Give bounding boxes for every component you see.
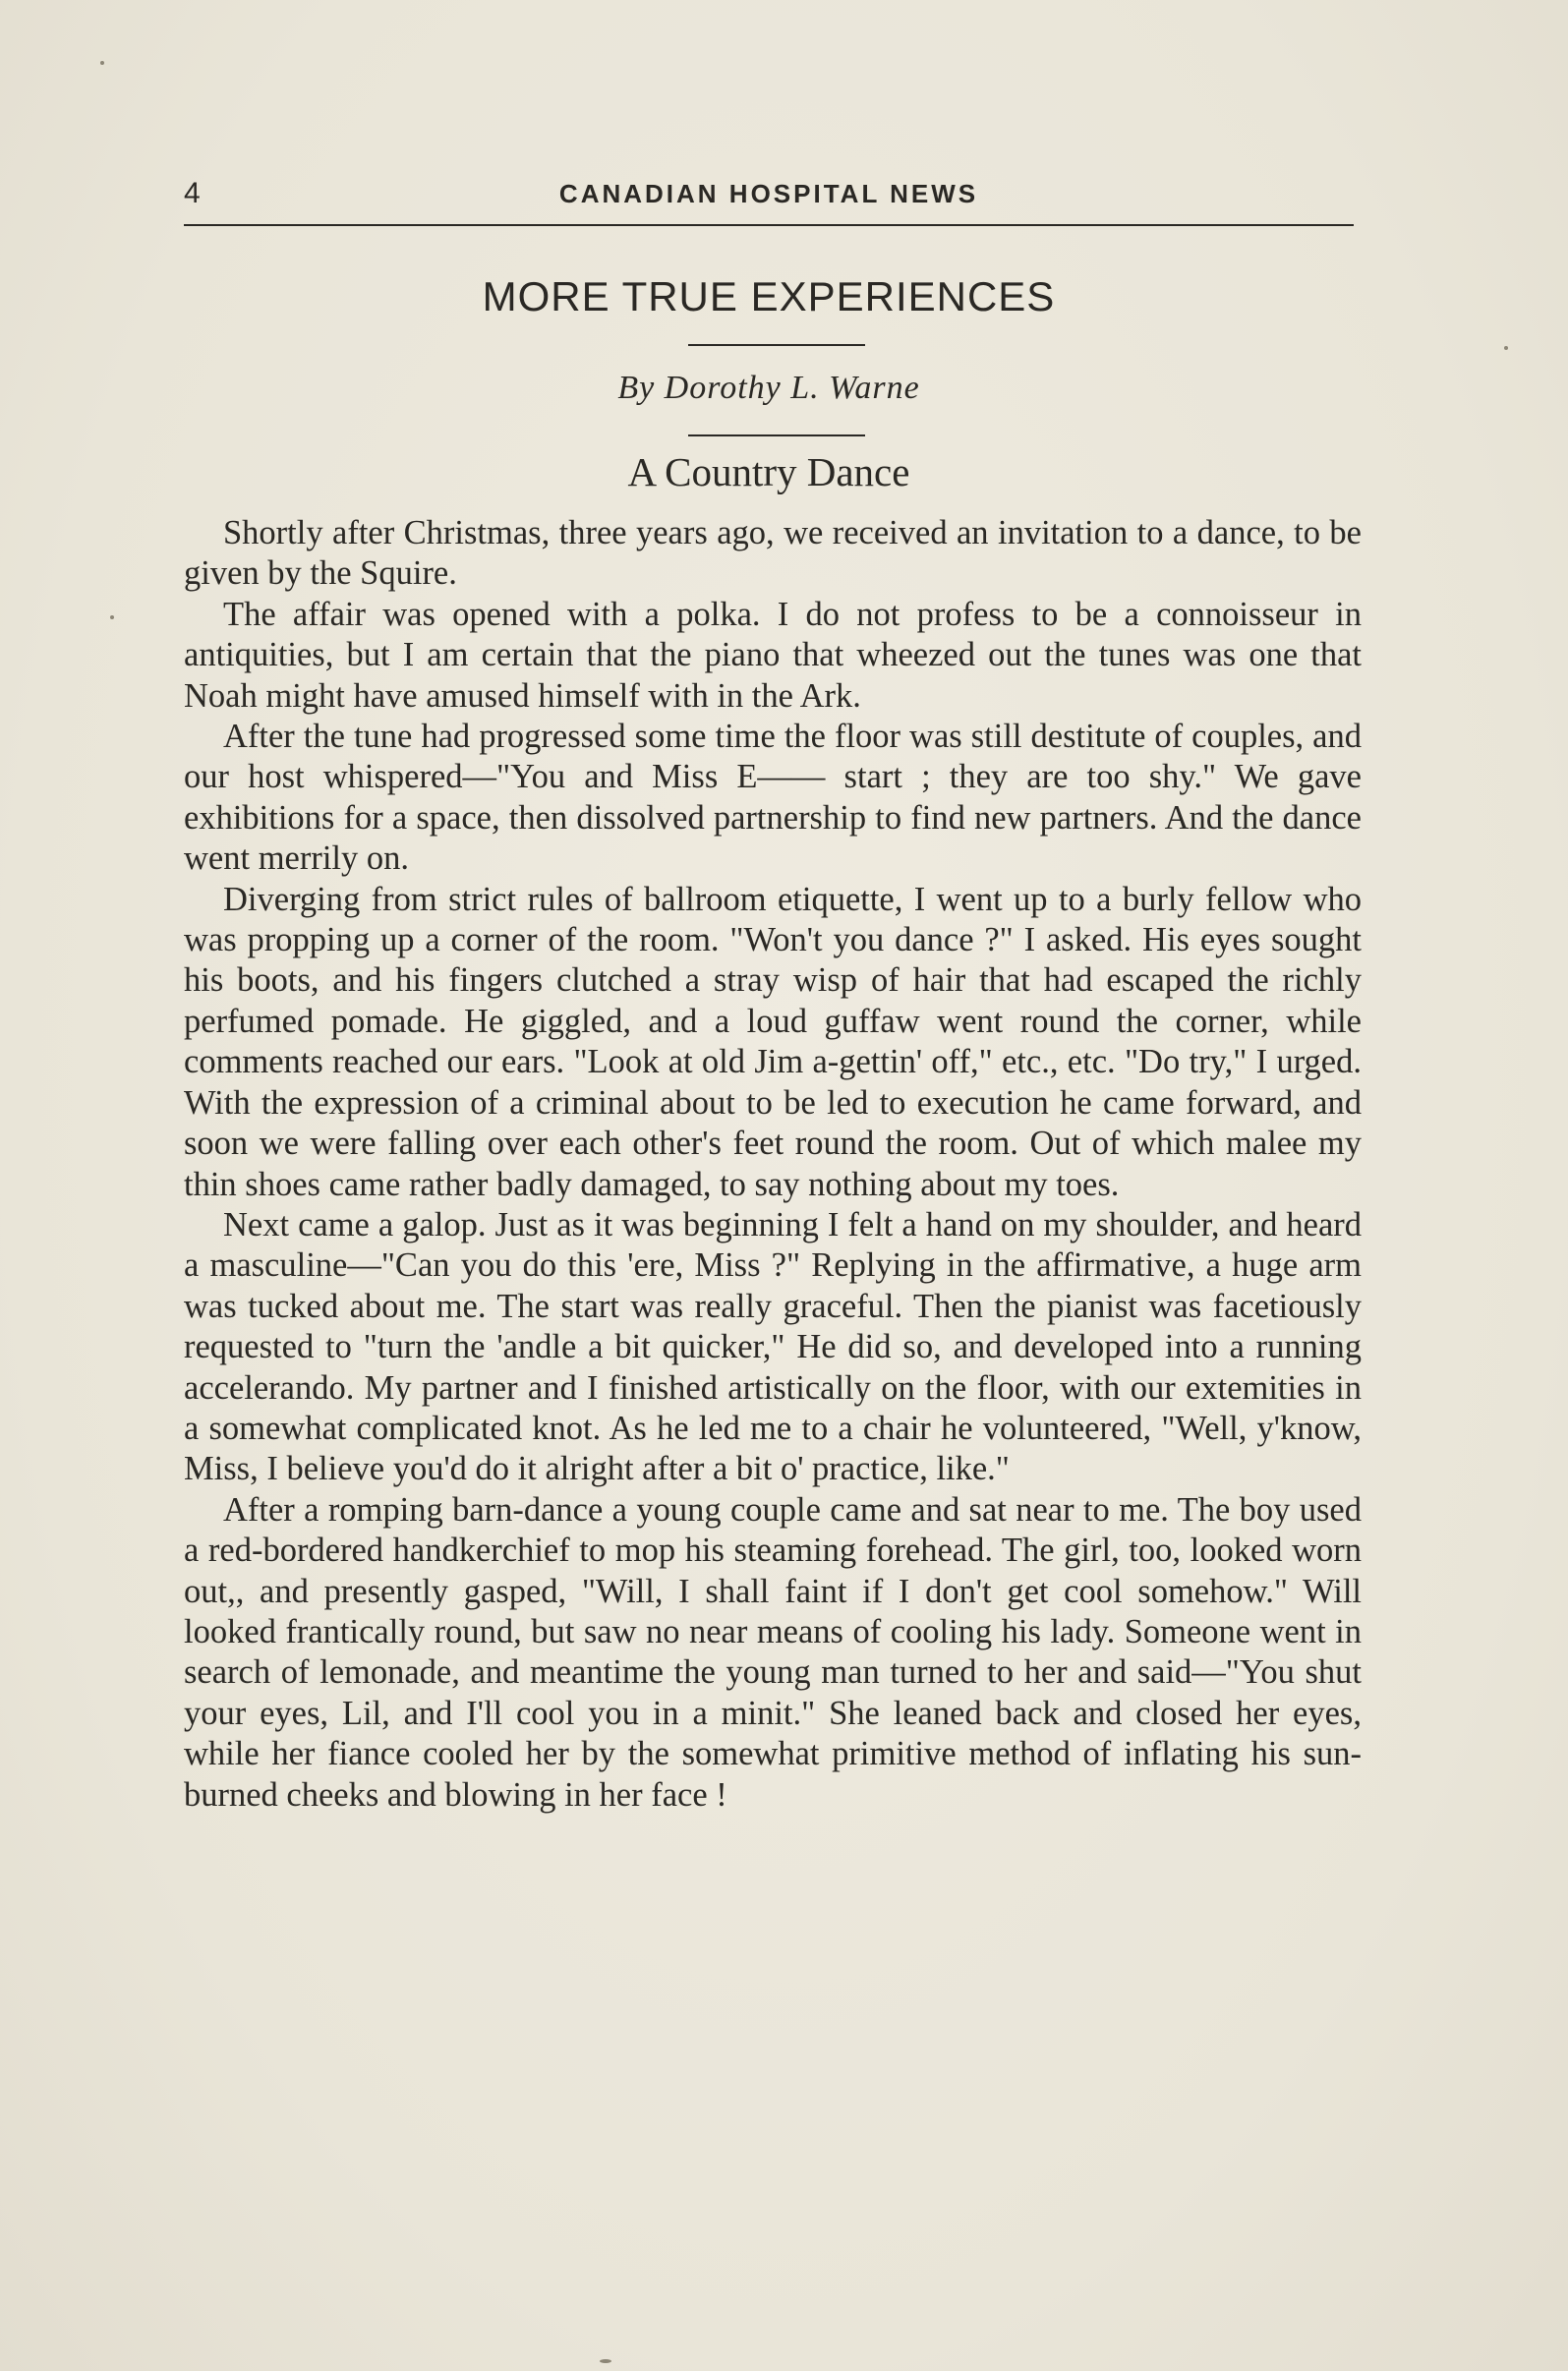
journal-title: CANADIAN HOSPITAL NEWS	[558, 179, 979, 208]
paper-speck	[1504, 346, 1508, 350]
paragraph: Shortly after Christmas, three years ago, we received an invitation to a dance, to be given by the Squire.	[184, 514, 1362, 593]
article-body	[184, 513, 1362, 1816]
paragraph: Diverging from strict rules of ballroom etiquette, I went up to a burly fellow who was propping up a corner of the room. "Won't you dance ?" I asked. His eyes sought his boots, and his fingers clutched a stray wisp of hair that had escaped the richly perfumed pomade. He giggled, and a loud guffaw went round the corner, while comments reached our ears. "Look at old Jim a-gettin' off," etc., etc. "Do try," I urged. With the expression of a criminal about to be led to execution he came forward, and soon we were falling over each other's feet round the room. Out of which malee my thin shoes came rather badly damaged, to say nothing about my toes.	[184, 880, 1362, 1203]
paragraph: Next came a galop. Just as it was beginning I felt a hand on my shoulder, and heard a masculine—"Can you do this 'ere, Miss ?" Replying in the affirmative, a huge arm was tucked about me. The start was really graceful. Then the pianist was facetiously requested to "turn the 'andle a bit quicker," He did so, and developed into a running accelerando. My partner and I finished artistically on the floor, with our extemities in a somewhat complicated knot. As he led me to a chair he volunteered, "Well, y'know, Miss, I believe you'd do it alright after a bit o' practice, like."	[184, 1205, 1362, 1488]
paragraph: The affair was opened with a polka. I do not profess to be a connoisseur in antiquities, but I am certain that the piano that wheezed out the tunes was one that Noah might have amused himself with in the Ark.	[184, 595, 1362, 715]
page-number: 4	[184, 177, 201, 209]
article-title: MORE TRUE EXPERIENCES	[482, 273, 1056, 319]
byline-divider	[688, 434, 865, 436]
paragraph: After the tune had progressed some time the floor was still destitute of couples, and our host whispered—"You and Miss E—— start ; they are too shy." We gave exhibitions for a space, then dissolved partnership to find new partners. And the dance went merrily on.	[184, 718, 1362, 878]
header-rule	[184, 224, 1354, 226]
paper-speck	[100, 61, 104, 65]
title-divider	[688, 344, 865, 346]
running-head	[184, 177, 1354, 216]
paragraph: After a romping barn-dance a young couple came and sat near to me. The boy used a red-bordered handkerchief to mop his steaming forehead. The girl, too, looked worn out,, and presently gasped, "Will, I shall faint if I don't get cool somehow." Will looked frantically round, but saw no near means of cooling his lady. Someone went in search of lemonade, and meantime the young man turned to her and said—"You shut your eyes, Lil, and I'll cool you in a minit." She leaned back and closed her eyes, while her fiance cooled her by the somewhat primitive method of inflating his sun-burned cheeks and blowing in her face !	[184, 1490, 1362, 1814]
byline: By Dorothy L. Warne	[617, 370, 920, 406]
paper-speck	[110, 615, 114, 619]
section-heading: A Country Dance	[627, 449, 910, 494]
paper-speck	[600, 2359, 611, 2363]
